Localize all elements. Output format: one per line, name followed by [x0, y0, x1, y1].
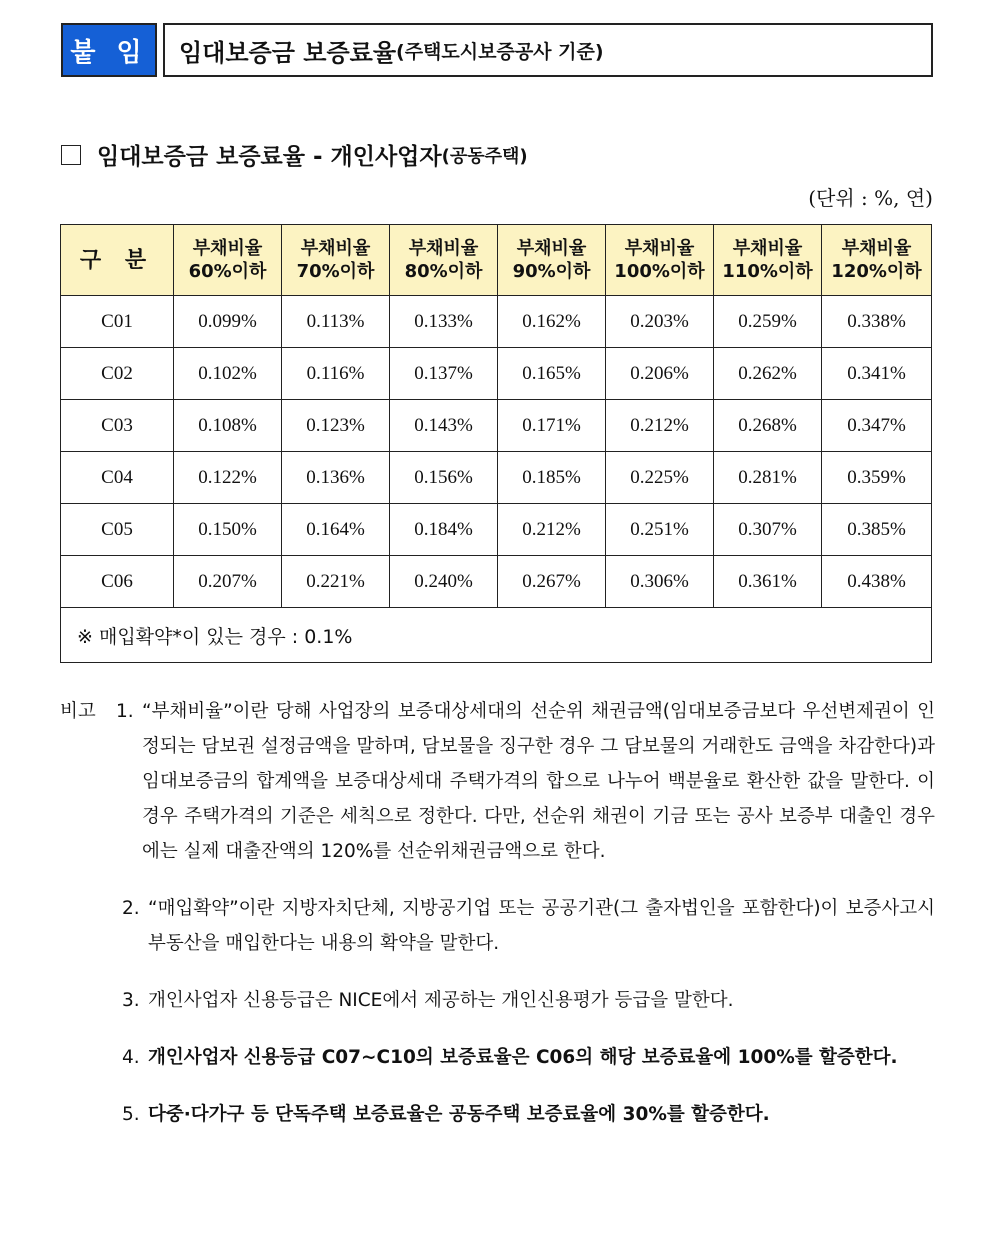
table-row	[61, 556, 932, 608]
rate-cell: 0.156%	[390, 452, 498, 504]
table-note-row	[61, 608, 932, 663]
rate-cell: 0.225%	[606, 452, 714, 504]
table-row	[61, 400, 932, 452]
square-bullet-icon	[61, 145, 81, 165]
rate-cell: 0.240%	[390, 556, 498, 608]
remarks	[60, 694, 935, 1132]
rate-cell: 0.251%	[606, 504, 714, 556]
rate-cell: 0.212%	[498, 504, 606, 556]
column-header: 부채비율 80%이하	[390, 225, 498, 296]
remark-item-5	[122, 1097, 935, 1132]
table-row	[61, 504, 932, 556]
rate-cell: 0.385%	[822, 504, 932, 556]
rate-cell: 0.123%	[282, 400, 390, 452]
section-heading	[61, 138, 528, 171]
section-title-sub: (공동주택)	[441, 145, 528, 167]
column-header: 부채비율 90%이하	[498, 225, 606, 296]
rate-cell: 0.307%	[714, 504, 822, 556]
remark-item-3	[122, 983, 935, 1018]
column-header: 부채비율 120%이하	[822, 225, 932, 296]
remark-text: “매입확약”이란 지방자치단체, 지방공기업 또는 공공기관(그 출자법인을 포함한다)이 보증사고시 부동산을 매입한다는 내용의 확약을 말한다.	[148, 898, 935, 954]
rate-cell: 0.164%	[282, 504, 390, 556]
remark-item-2	[122, 891, 935, 961]
purchase-commitment-note: ※ 매입확약*이 있는 경우 : 0.1%	[61, 608, 932, 663]
remark-text: 개인사업자 신용등급 C07~C10의 보증료율은 C06의 해당 보증료율에 100%를 할증한다.	[148, 1047, 898, 1068]
remark-item-4	[122, 1040, 935, 1075]
rate-cell: 0.338%	[822, 296, 932, 348]
remark-number: 2.	[122, 898, 140, 919]
grade-cell: C04	[61, 452, 174, 504]
column-header: 부채비율 70%이하	[282, 225, 390, 296]
remark-item-1	[60, 694, 935, 869]
rate-cell: 0.122%	[174, 452, 282, 504]
rate-cell: 0.133%	[390, 296, 498, 348]
rate-cell: 0.361%	[714, 556, 822, 608]
rate-cell: 0.221%	[282, 556, 390, 608]
grade-cell: C01	[61, 296, 174, 348]
grade-cell: C05	[61, 504, 174, 556]
rate-cell: 0.108%	[174, 400, 282, 452]
table-row	[61, 348, 932, 400]
grade-cell: C06	[61, 556, 174, 608]
rate-cell: 0.102%	[174, 348, 282, 400]
column-header: 부채비율 100%이하	[606, 225, 714, 296]
corner-header: 구 분	[61, 225, 174, 296]
rate-cell: 0.359%	[822, 452, 932, 504]
remark-number: 5.	[122, 1104, 140, 1125]
remark-number: 1.	[116, 701, 134, 722]
document-title-main: 임대보증금 보증료율	[179, 38, 397, 67]
grade-cell: C03	[61, 400, 174, 452]
section-title-main: 임대보증금 보증료율 - 개인사업자	[97, 144, 442, 170]
table-header-row	[61, 225, 932, 296]
remark-number: 3.	[122, 990, 140, 1011]
remark-number: 4.	[122, 1047, 140, 1068]
rate-cell: 0.212%	[606, 400, 714, 452]
document-title-sub: (주택도시보증공사 기준)	[396, 40, 604, 63]
remark-text: 다중·다가구 등 단독주택 보증료율은 공동주택 보증료율에 30%를 할증한다.	[148, 1104, 770, 1125]
rate-cell: 0.268%	[714, 400, 822, 452]
rate-cell: 0.267%	[498, 556, 606, 608]
rate-cell: 0.113%	[282, 296, 390, 348]
document-title	[163, 23, 933, 77]
rate-cell: 0.341%	[822, 348, 932, 400]
annex-header	[61, 23, 933, 77]
premium-rate-table	[60, 224, 932, 663]
remark-text: 개인사업자 신용등급은 NICE에서 제공하는 개인신용평가 등급을 말한다.	[148, 990, 734, 1011]
rate-cell: 0.171%	[498, 400, 606, 452]
rate-cell: 0.150%	[174, 504, 282, 556]
remarks-label: 비고	[60, 701, 96, 722]
rate-cell: 0.306%	[606, 556, 714, 608]
rate-cell: 0.206%	[606, 348, 714, 400]
column-header: 부채비율 60%이하	[174, 225, 282, 296]
rate-cell: 0.207%	[174, 556, 282, 608]
table-row	[61, 452, 932, 504]
rate-cell: 0.116%	[282, 348, 390, 400]
rate-cell: 0.185%	[498, 452, 606, 504]
rate-cell: 0.165%	[498, 348, 606, 400]
rate-cell: 0.136%	[282, 452, 390, 504]
rate-cell: 0.281%	[714, 452, 822, 504]
column-header: 부채비율 110%이하	[714, 225, 822, 296]
rate-cell: 0.184%	[390, 504, 498, 556]
annex-badge: 붙 임	[61, 23, 157, 77]
rate-cell: 0.162%	[498, 296, 606, 348]
rate-cell: 0.262%	[714, 348, 822, 400]
rate-cell: 0.259%	[714, 296, 822, 348]
rate-cell: 0.137%	[390, 348, 498, 400]
remark-text: “부채비율”이란 당해 사업장의 보증대상세대의 선순위 채권금액(임대보증금보다 우선변제권이 인정되는 담보권 설정금액을 말하며, 담보물을 징구한 경우 그 담보물의 거래한도 금액을 차감한다)과 임대보증금의 합계액을 보증대상세대 주택가격의 합으로 나누어 백분율로 환산한 값을 말한다. 이 경우 주택가격의 기준은 세칙으로 정한다. 다만, 선순위 채권이 기금 또는 공사 보증부 대출인 경우에는 실제 대출잔액의 120%를 선순위채권금액으로 한다.	[142, 701, 935, 862]
table-row	[61, 296, 932, 348]
rate-cell: 0.143%	[390, 400, 498, 452]
unit-label: (단위 : %, 연)	[808, 186, 933, 210]
rate-cell: 0.203%	[606, 296, 714, 348]
rate-cell: 0.099%	[174, 296, 282, 348]
rate-cell: 0.438%	[822, 556, 932, 608]
grade-cell: C02	[61, 348, 174, 400]
rate-cell: 0.347%	[822, 400, 932, 452]
